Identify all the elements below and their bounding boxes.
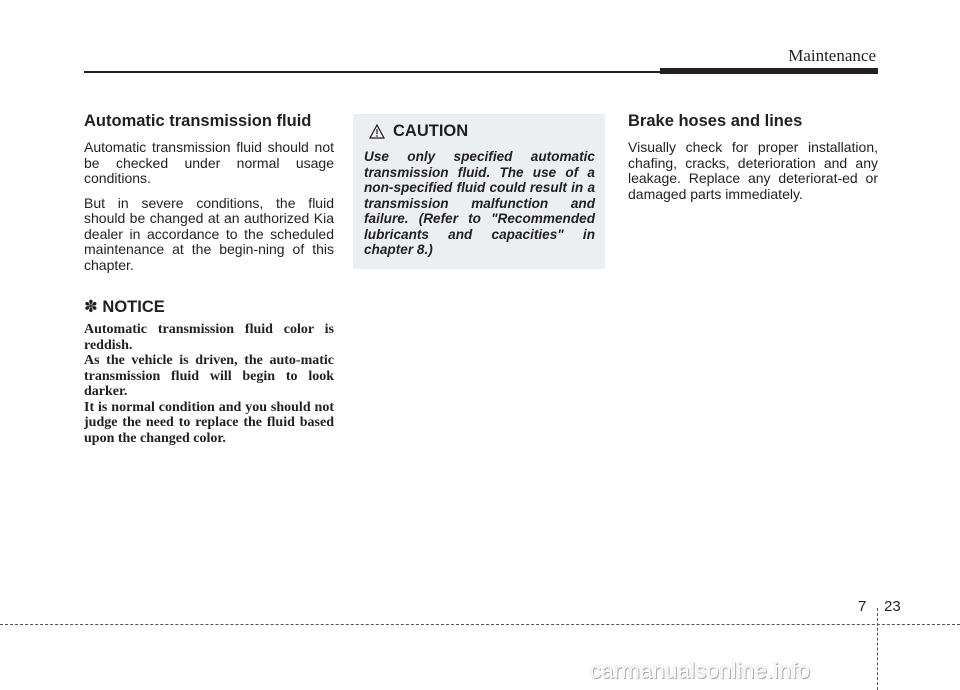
caution-text: Use only specified automatic transmission fluid. The use of a non-specified fluid could result in a transmission malfunction and failure. (Refer to "Recommended lubricants and capacities" in chapter 8.) [364,149,595,257]
brake-paragraph: Visually check for proper installation, chafing, cracks, deterioration and any leakage. Replace any deteriorat-ed or damaged parts immediately. [628,139,878,202]
right-column [628,112,878,211]
caution-title: CAUTION [393,122,469,140]
caution-header [369,122,595,141]
atf-paragraph-1: Automatic transmission fluid should not be checked under normal usage conditions. [84,139,334,186]
header-rule-thin [84,71,662,73]
atf-paragraph-2: But in severe conditions, the fluid should be changed at an authorized Kia dealer in accordance to the scheduled maintenance at the begin-ning of this chapter. [84,194,334,273]
notice-body [84,322,334,446]
left-column [84,112,334,446]
section-title: Maintenance [788,46,876,65]
chapter-number: 7 [858,598,867,615]
footer-dashed-rule [0,624,960,625]
page-number: 23 [884,598,901,615]
footer-dashed-divider [877,608,878,690]
notice-line: Automatic transmission fluid color is reddish. [84,322,334,353]
caution-box [353,114,605,269]
notice-title [84,297,334,317]
watermark: carmanualsonline.info [590,658,811,683]
notice-symbol-icon: ✽ [84,298,98,316]
brake-heading: Brake hoses and lines [628,112,803,130]
header-rule-thick [660,68,878,74]
notice-label: NOTICE [102,298,165,316]
warning-triangle-icon [369,124,385,139]
notice-line: As the vehicle is driven, the auto-matic transmission fluid will begin to look darker. [84,353,334,399]
atf-heading: Automatic transmission fluid [84,112,312,130]
notice-line: It is normal condition and you should not judge the need to replace the fluid based upon the changed color. [84,399,334,446]
